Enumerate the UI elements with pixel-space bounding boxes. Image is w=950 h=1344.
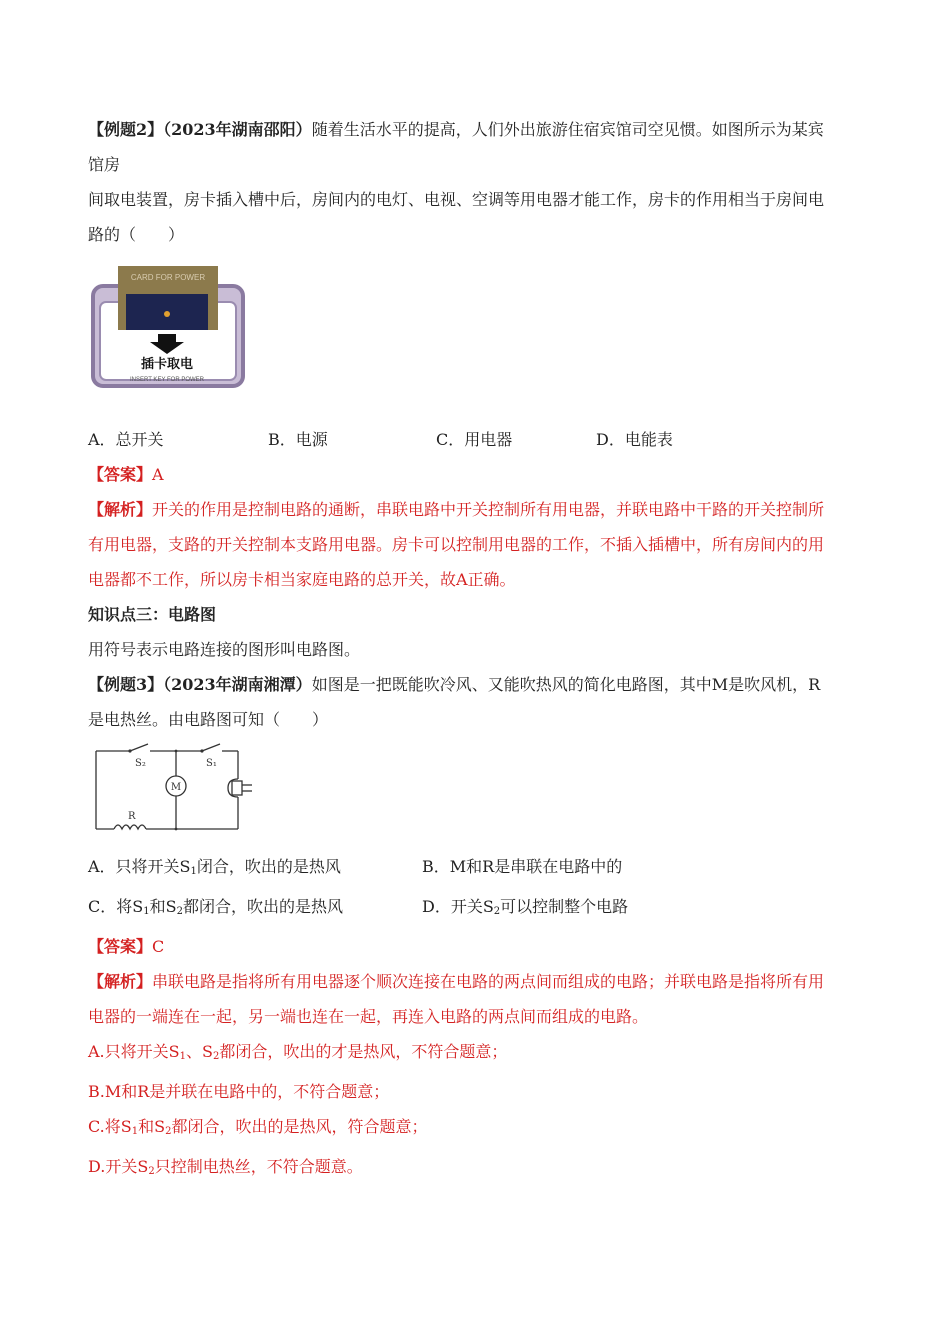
ex2-option-a: A．总开关 [88,430,164,449]
ex3-options-row1 [88,849,868,889]
ex2-answer [88,457,868,492]
kp3-title: 知识点三：电路图 [88,605,217,624]
ex2-question-line1 [88,112,868,147]
card-text: CARD FOR POWER [130,273,206,282]
ex2-answer-value: A [152,465,164,484]
ex3-analysis-d: D.开关$S_2$只控制电热丝，不符合题意。 [88,1157,363,1177]
hair-dryer-circuit-diagram [92,741,262,833]
ex2-question-line3: 间取电装置，房卡插入槽中后，房间内的电灯、电视、空调等用电器才能工作，房卡的作用相当于房间电 [88,190,825,209]
ex3-option-d: D．开关S2可以控制整个电路 [422,897,629,917]
ex3-analysis-label: 【解析】 [88,972,153,991]
switch-s1-label: S₁ [206,758,217,769]
ex2-option-c: C．用电器 [436,430,513,449]
ex3-analysis-line1 [88,964,868,999]
ex3-option-b: B．M和R是串联在电路中的 [422,857,623,876]
ex2-question-line2: 馆房 [88,155,121,174]
document-page [88,112,868,1189]
ex3-option-a: A．只将开关S1闭合，吹出的是热风 [88,857,341,877]
ex2-option-d: D．电能表 [596,430,673,449]
card-label-cn: 插卡取电 [140,357,194,372]
ex3-analysis-line2: 电器的一端连在一起，另一端也连在一起，再连入电路的两点间而组成的电路。 [88,1007,649,1026]
card-power-slot-image [90,264,250,392]
ex2-analysis-line1 [88,492,868,527]
ex2-answer-label: 【答案】 [88,465,153,484]
ex3-analysis-text1: 串联电路是指将所有用电器逐个顺次连接在电路的两点间而组成的电路；并联电路是指将所有用 [152,972,825,991]
ex3-analysis-c: C.将$S_1$和$S_2$都闭合，吹出的是热风，符合题意； [88,1117,428,1137]
ex3-q1: 如图是一把既能吹冷风、又能吹热风的简化电路图，其中M是吹风机，R [311,675,821,694]
ex3-analysis-a: A.只将开关$S_1$、$S_2$都闭合，吹出的才是热风，不符合题意； [88,1042,508,1062]
ex3-answer-label: 【答案】 [88,937,153,956]
ex2-options [88,422,868,457]
switch-s2-label: S₂ [135,758,146,769]
ex3-question-line1 [88,667,868,702]
ex2-source: （2023年湖南邵阳） [163,120,312,139]
ex2-q1: 随着生活水平的提高，人们外出旅游住宿宾馆司空见惯。如图所示为某宾 [311,120,824,139]
ex3-tag: 【例题3】 [88,675,164,694]
ex3-source: （2023年湖南湘潭） [163,675,312,694]
ex3-question-line2: 是电热丝。由电路图可知（ ） [88,710,329,729]
ex2-analysis-line3: 电器都不工作，所以房卡相当家庭电路的总开关，故A正确。 [88,570,516,589]
ex2-analysis-text1: 开关的作用是控制电路的通断，串联电路中开关控制所有用电器，并联电路中干路的开关控制所 [152,500,825,519]
motor-label: M [170,782,182,793]
ex3-option-c: C．将S1和S2都闭合，吹出的是热风 [88,897,343,917]
ex2-analysis-line2: 有用电器，支路的开关控制本支路用电器。房卡可以控制用电器的工作，不插入插槽中，所有房间内的用 [88,535,825,554]
ex2-tag: 【例题2】 [88,120,164,139]
resistor-label: R [128,811,136,822]
card-label-en: INSERT KEY FOR POWER [129,377,205,383]
ex2-analysis-label: 【解析】 [88,500,153,519]
ex2-question-line4: 路的（ ） [88,225,185,244]
ex3-analysis-b: B.M和R是并联在电路中的，不符合题意； [88,1082,390,1101]
ex3-answer-value: C [152,937,165,956]
ex3-options-row2 [88,889,868,929]
ex3-answer [88,929,868,964]
ex2-option-b: B．电源 [268,430,328,449]
kp3-text: 用符号表示电路连接的图形叫电路图。 [88,640,361,659]
